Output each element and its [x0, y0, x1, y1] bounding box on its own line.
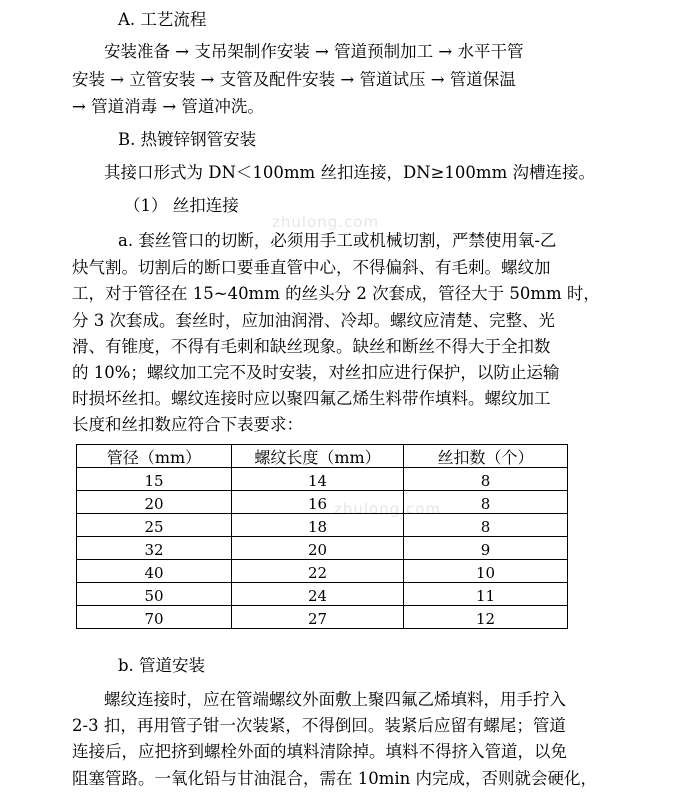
cell-diameter: 20: [77, 491, 232, 514]
text-line: 2-3 扣，再用管子钳一次装紧，不得倒回。装紧后应留有螺尾；管道: [72, 716, 566, 735]
table-row: [77, 491, 568, 514]
cell-length: 18: [232, 514, 404, 537]
cell-count: 8: [404, 514, 568, 537]
text-line: b. 管道安装: [118, 656, 206, 675]
table-header-row: [77, 445, 568, 468]
thread-spec-table: [76, 444, 568, 629]
table-row: [77, 514, 568, 537]
text-line: 滑、有锥度，不得有毛刺和缺丝现象。缺丝和断丝不得大于全扣数: [72, 337, 551, 356]
table-row: [77, 606, 568, 629]
cell-count: 12: [404, 606, 568, 629]
text-line: 炔气割。切割后的断口要垂直管中心，不得偏斜、有毛刺。螺纹加: [72, 258, 551, 277]
text-line: a. 套丝管口的切断，必须用手工或机械切割，严禁使用氧-乙: [118, 231, 557, 250]
cell-length: 24: [232, 583, 404, 606]
text-line: 的 10%；螺纹加工完不及时安装，对丝扣应进行保护，以防止运输: [72, 363, 560, 382]
cell-diameter: 40: [77, 560, 232, 583]
text-line: 安装准备 → 支吊架制作安装 → 管道预制加工 → 水平干管: [104, 42, 524, 61]
text-line: 连接后，应把挤到螺栓外面的填料清除掉。填料不得挤入管道，以免: [72, 742, 567, 761]
text-line: → 管道消毒 → 管道冲洗。: [72, 97, 264, 116]
cell-diameter: 25: [77, 514, 232, 537]
header-thread-length: 螺纹长度（mm）: [232, 445, 404, 468]
text-line: （1） 丝扣连接: [124, 196, 239, 215]
text-line: A. 工艺流程: [118, 10, 207, 29]
table-row: [77, 583, 568, 606]
cell-length: 20: [232, 537, 404, 560]
cell-length: 16: [232, 491, 404, 514]
text-line: 分 3 次套成。套丝时，应加油润滑、冷却。螺纹应清楚、完整、光: [72, 311, 555, 330]
cell-diameter: 70: [77, 606, 232, 629]
cell-count: 8: [404, 491, 568, 514]
header-pipe-diameter: 管径（mm）: [77, 445, 232, 468]
table-row: [77, 468, 568, 491]
text-line: 阻塞管路。一氧化铅与甘油混合，需在 10min 内完成，否则就会硬化，: [72, 769, 598, 788]
cell-diameter: 15: [77, 468, 232, 491]
cell-diameter: 50: [77, 583, 232, 606]
cell-count: 10: [404, 560, 568, 583]
watermark: zhulong.com: [272, 213, 380, 231]
text-line: 安装 → 立管安装 → 支管及配件安装 → 管道试压 → 管道保温: [72, 70, 516, 89]
cell-count: 11: [404, 583, 568, 606]
header-thread-count: 丝扣数（个）: [404, 445, 568, 468]
text-line: 长度和丝扣数应符合下表要求：: [72, 415, 303, 434]
cell-length: 14: [232, 468, 404, 491]
cell-count: 8: [404, 468, 568, 491]
text-line: B. 热镀锌钢管安装: [118, 130, 257, 149]
text-line: 工，对于管径在 15~40mm 的丝头分 2 次套成，管径大于 50mm 时，: [72, 284, 600, 303]
text-line: 其接口形式为 DN＜100mm 丝扣连接，DN≥100mm 沟槽连接。: [104, 163, 595, 182]
text-line: 螺纹连接时，应在管端螺纹外面敷上聚四氟乙烯填料，用手拧入: [104, 690, 566, 709]
table-row: [77, 560, 568, 583]
cell-length: 27: [232, 606, 404, 629]
text-line: 时损坏丝扣。螺纹连接时应以聚四氟乙烯生料带作填料。螺纹加工: [72, 389, 551, 408]
cell-count: 9: [404, 537, 568, 560]
cell-length: 22: [232, 560, 404, 583]
table-row: [77, 537, 568, 560]
cell-diameter: 32: [77, 537, 232, 560]
watermark: zhulong.com: [334, 500, 442, 518]
